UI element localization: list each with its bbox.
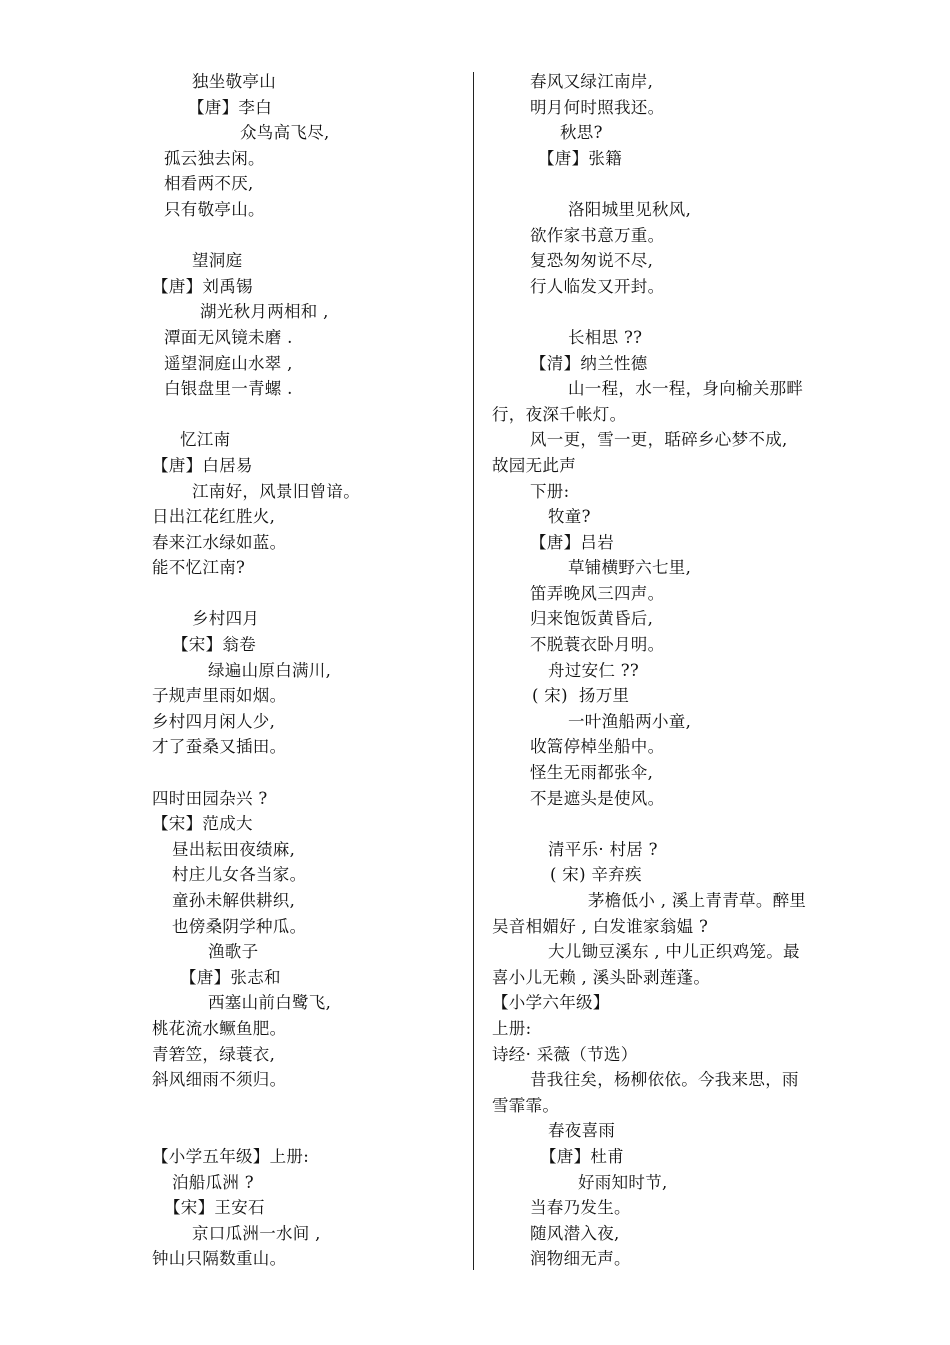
text-line: 望洞庭 [192,251,243,271]
text-line: 雪霏霏。 [492,1095,560,1115]
text-line: 【宋】范成大 [152,814,253,834]
text-line: 昼出耘田夜绩麻, [172,839,296,859]
text-line: 山一程，水一程，身向榆关那畔 [568,379,804,399]
text-line: 江南好，风景旧曾谙。 [192,481,360,501]
left-column [152,69,462,1272]
text-line: 风一更，雪一更，聒碎乡心梦不成, [530,430,788,450]
text-line: 众鸟高飞尽, [240,123,330,143]
text-line [492,811,822,837]
text-line: 春风又绿江南岸, [530,72,654,91]
text-line: 青箬笠，绿蓑衣, [152,1044,276,1064]
text-line: 【唐】李白 [188,97,272,117]
text-line: 春来江水绿如蓝。 [152,532,287,552]
text-line: 收篙停棹坐船中。 [530,737,665,757]
text-line: 吴音相媚好 , 白发谁家翁媪 ? [492,916,709,936]
text-line: 泊船瓜洲 ? [172,1172,254,1192]
text-line: 孤云独去闲。 [164,148,265,168]
text-line: 随风潜入夜, [530,1223,620,1243]
text-line: 潭面无风镜未磨 . [164,327,293,347]
text-line: 【小学五年级】上册: [152,1146,310,1166]
text-line: 村庄儿女各当家。 [172,865,307,885]
text-line: 大儿锄豆溪东 , 中儿正织鸡笼。最 [548,942,800,962]
text-line: 行，夜深千帐灯。 [492,404,627,424]
text-line: 忆江南 [180,430,231,450]
text-line: 不脱蓑衣卧月明。 [530,635,665,655]
text-line: 故园无此声 [492,455,576,475]
text-line: 喜小儿无赖 , 溪头卧剥莲蓬。 [492,967,711,987]
text-line: 【唐】张籍 [538,148,622,168]
text-line: 四时田园杂兴 ? [152,788,268,808]
text-line: 白银盘里一青螺 . [164,379,293,399]
text-line: 日出江花红胜火, [152,507,276,527]
text-line: 也傍桑阴学种瓜。 [172,916,307,936]
text-line: 归来饱饭黄昏后, [530,609,654,629]
text-line: 京口瓜洲一水间 , [192,1223,321,1243]
text-line: 秋思? [560,123,603,143]
text-line: 茅檐低小 , 溪上青青草。醉里 [588,891,807,910]
text-line [152,760,462,786]
text-line: 当春乃发生。 [530,1198,631,1218]
text-line [152,223,462,249]
text-line: 下册: [530,481,570,501]
text-line: 行人临发又开封。 [530,276,665,296]
text-line [152,1093,462,1119]
text-line: 好雨知时节, [578,1172,668,1192]
text-line: 【唐】吕岩 [530,532,614,552]
text-line: ( 宋) 扬万里 [532,686,630,706]
column-divider [473,72,474,1270]
text-line: 独坐敬亭山 [192,72,276,91]
text-line: 渔歌子 [208,942,259,962]
text-line: 绿遍山原白满川, [208,660,332,680]
text-line: 草铺横野六七里, [568,558,692,578]
text-line: 一叶渔船两小童, [568,711,692,731]
text-line: 乡村四月闲人少, [152,711,276,731]
text-line: 欲作家书意万重。 [530,225,665,245]
text-line: 润物细无声。 [530,1249,631,1269]
text-line: 【宋】翁卷 [172,635,256,655]
text-line: 舟过安仁 ?? [548,660,640,680]
text-line: 昔我往矣，杨柳依依。今我来思，雨 [530,1070,799,1090]
text-line: 【清】纳兰性德 [530,353,648,373]
text-line: 童孙未解供耕织, [172,891,296,910]
right-column [492,69,822,1272]
text-line: 湖光秋月两相和 , [200,302,329,322]
text-line: 【唐】刘禹锡 [152,276,253,296]
text-line: 【唐】白居易 [152,455,253,475]
text-line: 能不忆江南? [152,558,246,578]
text-line: 复恐匆匆说不尽, [530,251,654,271]
text-line: 只有敬亭山。 [164,199,265,219]
text-line: 斜风细雨不须归。 [152,1070,287,1090]
text-line: 笛弄晚风三四声。 [530,583,665,603]
text-line: 春夜喜雨 [548,1121,616,1141]
text-line: 诗经· 采薇（节选） [492,1044,638,1064]
text-line [492,299,822,325]
text-line: 钟山只隔数重山。 [152,1249,287,1269]
text-line: 相看两不厌, [164,174,254,194]
text-line: 怪生无雨都张伞, [530,763,654,783]
text-line: 洛阳城里见秋风, [568,199,692,219]
text-line [152,1118,462,1144]
text-line [492,171,822,197]
text-line: 【小学六年级】 [492,993,610,1013]
text-line: 【唐】张志和 [180,967,281,987]
text-line: 子规声里雨如烟。 [152,686,287,706]
text-line: 遥望洞庭山水翠 , [164,353,293,373]
text-line: 牧童? [548,507,591,527]
text-line: 不是遮头是使风。 [530,788,665,808]
text-line: 乡村四月 [192,609,260,629]
text-line: ( 宋) 辛弃疾 [550,865,642,885]
text-line: 桃花流水鳜鱼肥。 [152,1018,287,1038]
text-line [152,581,462,607]
text-line [152,402,462,428]
text-line: 长相思 ?? [568,327,643,347]
text-line: 西塞山前白鹭飞, [208,993,332,1013]
text-line: 清平乐· 村居 ? [548,839,658,859]
text-line: 【宋】王安石 [164,1198,265,1218]
text-line: 上册: [492,1018,532,1038]
text-line: 明月何时照我还。 [530,97,665,117]
text-line: 才了蚕桑又插田。 [152,737,287,757]
text-line: 【唐】杜甫 [540,1146,624,1166]
